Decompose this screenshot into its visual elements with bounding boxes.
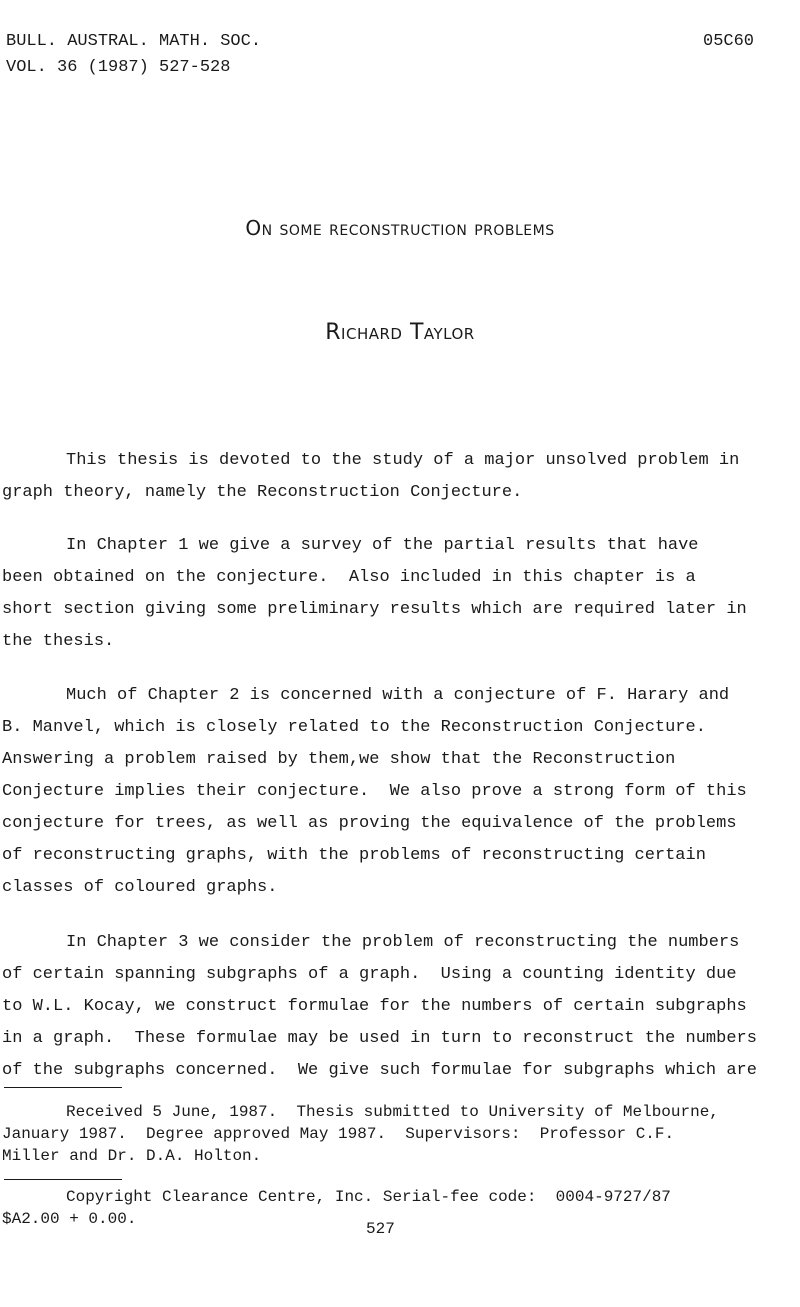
copyright-divider xyxy=(4,1179,122,1180)
footnote-line: Received 5 June, 1987. Thesis submitted to University of Melbourne, xyxy=(66,1103,719,1121)
body-line: In Chapter 3 we consider the problem of reconstructing the numbers xyxy=(66,933,740,952)
copyright-line: $A2.00 + 0.00. xyxy=(2,1210,137,1228)
body-line: Much of Chapter 2 is concerned with a conjecture of F. Harary and xyxy=(66,686,730,705)
body-line: of certain spanning subgraphs of a graph. Using a counting identity due xyxy=(2,965,737,984)
body-line: to W.L. Kocay, we construct formulae for the numbers of certain subgraphs xyxy=(2,997,747,1016)
body-line: the thesis. xyxy=(2,632,115,651)
body-line: been obtained on the conjecture. Also included in this chapter is a xyxy=(2,568,696,587)
author-name: Richard Taylor xyxy=(325,320,475,345)
footnote-line: January 1987. Degree approved May 1987. Supervisors: Professor C.F. xyxy=(2,1125,675,1143)
footnote-line: Miller and Dr. D.A. Holton. xyxy=(2,1147,262,1165)
journal-name: BULL. AUSTRAL. MATH. SOC. xyxy=(6,32,262,51)
footnote-divider xyxy=(4,1087,122,1088)
page-number: 527 xyxy=(366,1220,395,1238)
body-line: In Chapter 1 we give a survey of the partial results that have xyxy=(66,536,699,555)
body-line: of reconstructing graphs, with the problems of reconstructing certain xyxy=(2,846,706,865)
body-line: of the subgraphs concerned. We give such formulae for subgraphs which are xyxy=(2,1061,757,1080)
body-line: This thesis is devoted to the study of a major unsolved problem in xyxy=(66,451,740,470)
copyright-line: Copyright Clearance Centre, Inc. Serial-fee code: 0004-9727/87 xyxy=(66,1188,671,1206)
paper-title: On some reconstruction problems xyxy=(245,216,555,240)
body-line: B. Manvel, which is closely related to the Reconstruction Conjecture. xyxy=(2,718,706,737)
body-line: graph theory, namely the Reconstruction Conjecture. xyxy=(2,483,523,502)
volume-info: VOL. 36 (1987) 527-528 xyxy=(6,58,231,77)
body-line: in a graph. These formulae may be used in turn to reconstruct the numbers xyxy=(2,1029,757,1048)
body-line: short section giving some preliminary results which are required later in xyxy=(2,600,747,619)
classification-code: 05C60 xyxy=(703,32,755,51)
body-line: conjecture for trees, as well as proving the equivalence of the problems xyxy=(2,814,737,833)
body-line: Conjecture implies their conjecture. We also prove a strong form of this xyxy=(2,782,747,801)
body-line: classes of coloured graphs. xyxy=(2,878,278,897)
body-line: Answering a problem raised by them,we show that the Reconstruction xyxy=(2,750,676,769)
